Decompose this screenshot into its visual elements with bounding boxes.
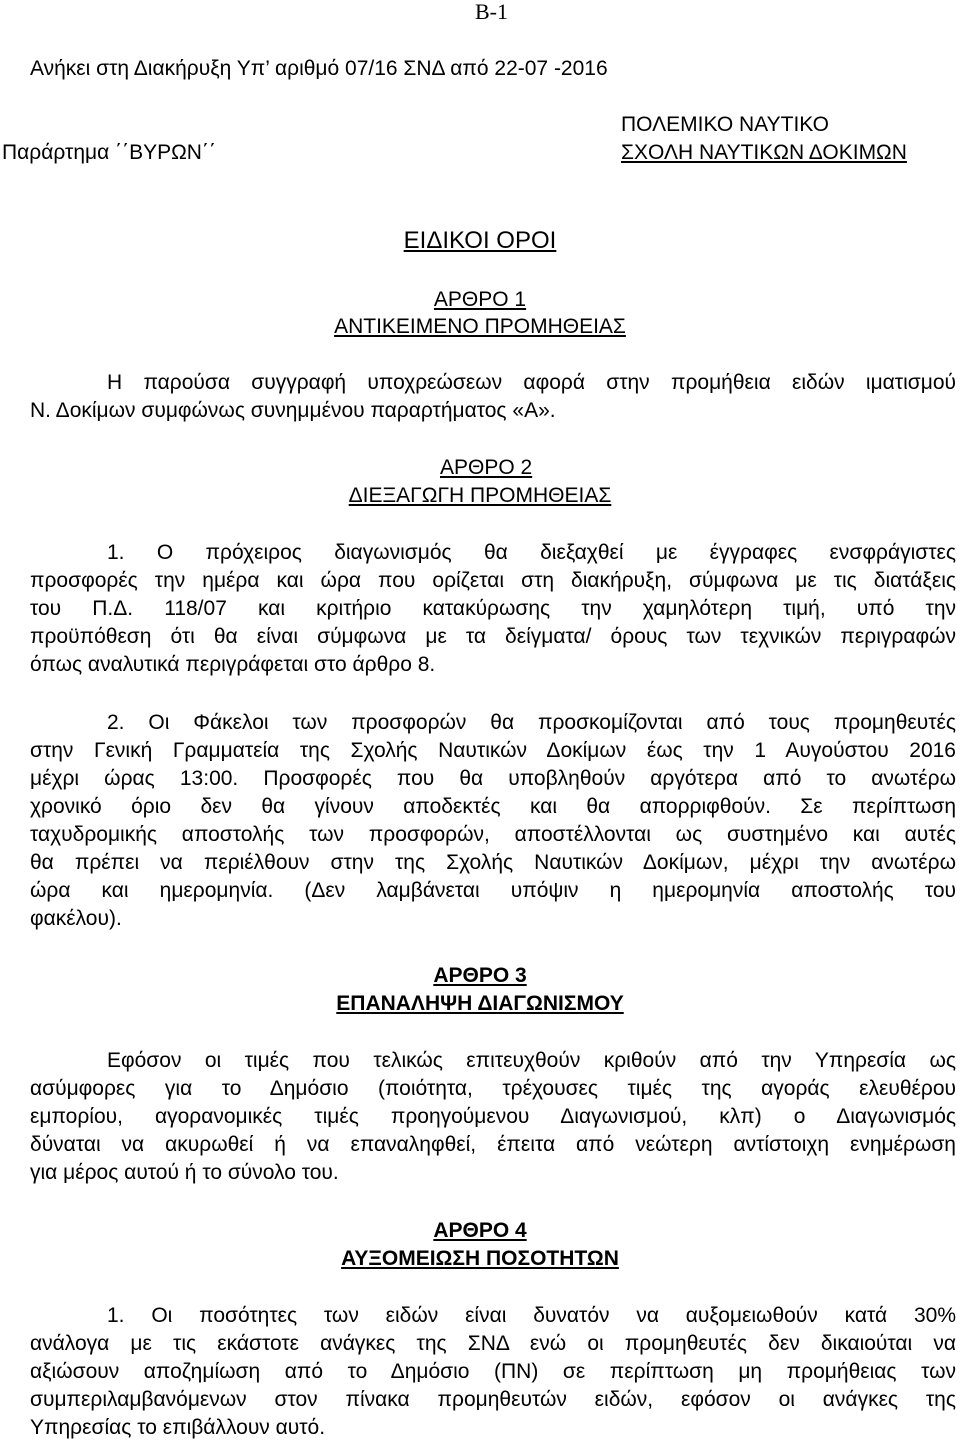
annex-label: Παράρτημα ΄΄ΒΥΡΩΝ΄΄ [2, 141, 216, 164]
article-3-line: ασύμφορες για το Δημόσιο (ποιότητα, τρέχουσες τιμές της αγοράς ελευθέρου [30, 1077, 956, 1100]
article-2-para1-line: προσφορές την ημέρα και ώρα που ορίζεται στη διακήρυξη, σύμφωνα με τις διατάξεις [30, 569, 956, 592]
article-4-line: αξιώσουν αποζημίωση από το Δημόσιο (ΠΝ) σε περίπτωση μη προμήθειας των [30, 1360, 956, 1383]
article-4-line: συμπεριλαμβανόμενων στον πίνακα προμηθευτών ειδών, εφόσον οι ανάγκες της [30, 1388, 956, 1411]
article-4-line: 1. Οι ποσότητες των ειδών είναι δυνατόν να αυξομειωθούν κατά 30% [107, 1304, 956, 1327]
article-4-line: Υπηρεσίας το επιβάλλουν αυτό. [30, 1416, 326, 1439]
article-3-line: δύναται να ακυρωθεί ή να επαναληφθεί, έπειτα από νεώτερη αντίστοιχη ενημέρωση [30, 1133, 956, 1156]
article-3-subheading: ΕΠΑΝΑΛΗΨΗ ΔΙΑΓΩΝΙΣΜΟΥ [336, 992, 624, 1015]
document-title: ΕΙΔΙΚΟΙ ΟΡΟΙ [403, 227, 557, 254]
article-2-para1-line: όπως αναλυτικά περιγράφεται στο άρθρο 8. [30, 653, 436, 676]
article-4-line: ανάλογα με τις εκάστοτε ανάγκες της ΣΝΔ ενώ οι προμηθευτές δεν δικαιούται να [30, 1332, 956, 1355]
org-school: ΣΧΟΛΗ ΝΑΥΤΙΚΩΝ ΔΟΚΙΜΩΝ [621, 141, 907, 164]
article-2-subheading: ΔΙΕΞΑΓΩΓΗ ΠΡΟΜΗΘΕΙΑΣ [348, 484, 612, 507]
article-1-subheading: ΑΝΤΙΚΕΙΜΕΝΟ ΠΡΟΜΗΘΕΙΑΣ [334, 315, 626, 338]
article-2-para2-line: στην Γενική Γραμματεία της Σχολής Ναυτικών Δοκίμων έως την 1 Αυγούστου 2016 [30, 739, 956, 762]
article-2-para2-line: θα πρέπει να περιέλθουν στην της Σχολής Ναυτικών Δοκίμων, μέχρι την ανωτέρω [30, 851, 956, 874]
page-number: B-1 [475, 0, 508, 24]
article-4-heading: ΑΡΘΡΟ 4 [433, 1219, 527, 1242]
org-name: ΠΟΛΕΜΙΚΟ ΝΑΥΤΙΚΟ [621, 113, 829, 136]
article-3-line: Εφόσον οι τιμές που τελικώς επιτευχθούν κριθούν από την Υπηρεσία ως [107, 1049, 956, 1072]
article-2-heading: ΑΡΘΡΟ 2 [440, 456, 533, 479]
announcement-line: Ανήκει στη Διακήρυξη Υπ’ αριθμό 07/16 ΣΝΔ από 22-07 -2016 [30, 57, 608, 80]
article-2-para2-line: ώρα και ημερομηνία. (Δεν λαμβάνεται υπόψιν η ημερομηνία αποστολής του [30, 879, 956, 902]
article-2-para1-line: του Π.Δ. 118/07 και κριτήριο κατακύρωσης την χαμηλότερη τιμή, υπό την [30, 597, 956, 620]
article-2-para2-line: ταχυδρομικής αποστολής των προσφορών, αποστέλλονται ως συστημένο και αυτές [30, 823, 956, 846]
article-1-heading: ΑΡΘΡΟ 1 [433, 288, 527, 311]
article-2-para2-line: 2. Οι Φάκελοι των προσφορών θα προσκομίζονται από τους προμηθευτές [107, 711, 956, 734]
article-2-para2-line: χρονικό όριο δεν θα γίνουν αποδεκτές και θα απορριφθούν. Σε περίπτωση [30, 795, 956, 818]
article-3-line: για μέρος αυτού ή το σύνολο του. [30, 1161, 339, 1184]
article-3-line: εμπορίου, αγορανομικές τιμές προηγούμενου Διαγωνισμού, κλπ) ο Διαγωνισμός [30, 1105, 956, 1128]
article-2-para2-line: φακέλου). [30, 907, 122, 930]
article-2-para1-line: 1. Ο πρόχειρος διαγωνισμός θα διεξαχθεί με έγγραφες ενσφράγιστες [107, 541, 956, 564]
article-1-line: Ν. Δοκίμων συμφώνως συνημμένου παραρτήματος «Α». [30, 399, 556, 422]
article-4-subheading: ΑΥΞΟΜΕΙΩΣΗ ΠΟΣΟΤΗΤΩΝ [341, 1247, 619, 1270]
article-2-para1-line: προϋπόθεση ότι θα είναι σύμφωνα με τα δείγματα/ όρους των τεχνικών περιγραφών [30, 625, 956, 648]
article-3-heading: ΑΡΘΡΟ 3 [433, 964, 527, 987]
article-2-para2-line: μέχρι ώρας 13:00. Προσφορές που θα υποβληθούν αργότερα από το ανωτέρω [30, 767, 956, 790]
article-1-line: Η παρούσα συγγραφή υποχρεώσεων αφορά στην προμήθεια ειδών ιματισμού [107, 371, 956, 394]
